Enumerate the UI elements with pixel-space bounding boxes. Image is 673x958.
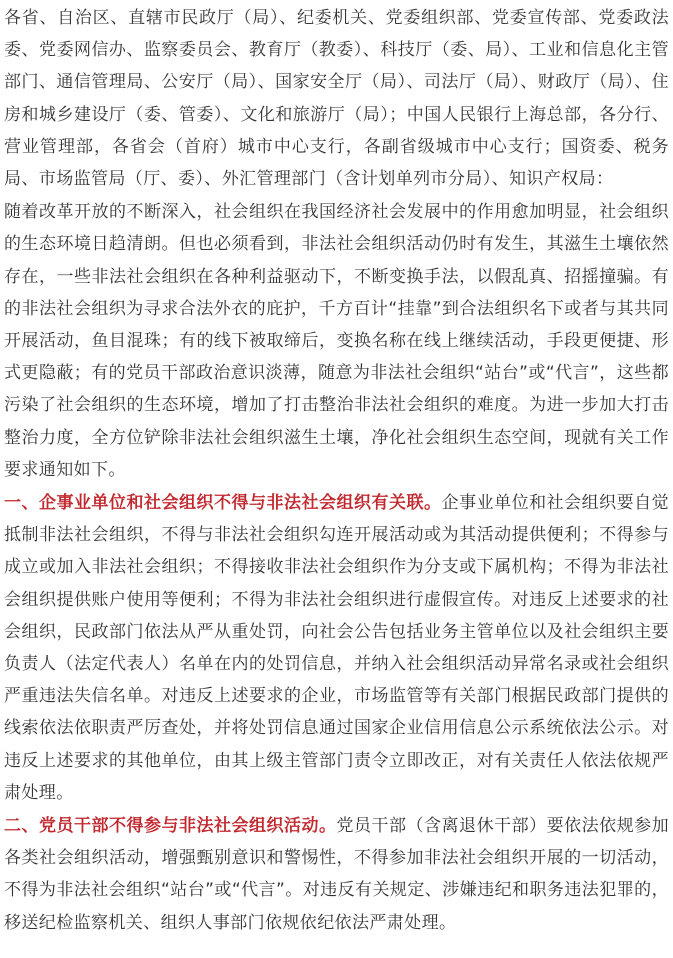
section-1-body: 企事业单位和社会组织要自觉抵制非法社会组织，不得与非法社会组织勾连开展活动或为其活动提供便利；不得参与成立或加入非法社会组织；不得接收非法社会组织作为分支或下属机构；不得为非法社会组织提供账户使用等便利；不得为非法社会组织进行虚假宣传。对违反上述要求的社会组织，民政部门依法从严从重处罚，向社会公告包括业务主管单位以及社会组织主要负责人（法定代表人）名单在内的处罚信息，并纳入社会组织活动异常名录或社会组织严重违法失信名单。对违反上述要求的企业，市场监管等有关部门根据民政部门提供的线索依法依职责严厉查处，并将处罚信息通过国家企业信用信息公示系统依法公示。对违反上述要求的其他单位，由其上级主管部门责令立即改正，对有关责任人依法依规严肃处理。 — [4, 493, 670, 803]
section-1-paragraph — [4, 487, 669, 809]
section-2-paragraph — [4, 810, 669, 939]
section-2-body: 党员干部（含离退休干部）要依法依规参加各类社会组织活动，增强甄别意识和警惕性，不得参加非法社会组织开展的一切活动，不得为非法社会组织“站台”或“代言”。对违反有关规定、涉嫌违纪和职务违法犯罪的，移送纪检监察机关、组织人事部门依规依纪依法严肃处理。 — [4, 816, 669, 933]
section-1-heading: 一、企事业单位和社会组织不得与非法社会组织有关联。 — [4, 493, 442, 514]
addressees-paragraph: 各省、自治区、直辖市民政厅（局）、纪委机关、党委组织部、党委宣传部、党委政法委、党委网信办、监察委员会、教育厅（教委）、科技厅（委、局）、工业和信息化主管部门、通信管理局、公安厅（局）、国家安全厅（局）、司法厅（局）、财政厅（局）、住房和城乡建设厅（委、管委）、文化和旅游厅（局）；中国人民银行上海总部，各分行、营业管理部，各省会（首府）城市中心支行，各副省级城市中心支行；国资委、税务局、市场监管局（厅、委）、外汇管理部门（含计划单列市分局）、知识产权局： — [4, 8, 669, 190]
section-2-heading: 二、党员干部不得参与非法社会组织活动。 — [4, 816, 337, 837]
intro-paragraph: 随着改革开放的不断深入，社会组织在我国经济社会发展中的作用愈加明显，社会组织的生态环境日趋清朗。但也必须看到，非法社会组织活动仍时有发生，其滋生土壤依然存在，一些非法社会组织在各种利益驱动下，不断变换手法，以假乱真、招摇撞骗。有的非法社会组织为寻求合法外衣的庇护，千方百计“挂靠”到合法组织名下或者与其共同开展活动，鱼目混珠；有的线下被取缔后，变换名称在线上继续活动，手段更便捷、形式更隐蔽；有的党员干部政治意识淡薄，随意为非法社会组织“站台”或“代言”，这些都污染了社会组织的生态环境，增加了打击整治非法社会组织的难度。为进一步加大打击整治力度，全方位铲除非法社会组织滋生土壤，净化社会组织生态空间，现就有关工作要求通知如下。 — [4, 202, 669, 480]
